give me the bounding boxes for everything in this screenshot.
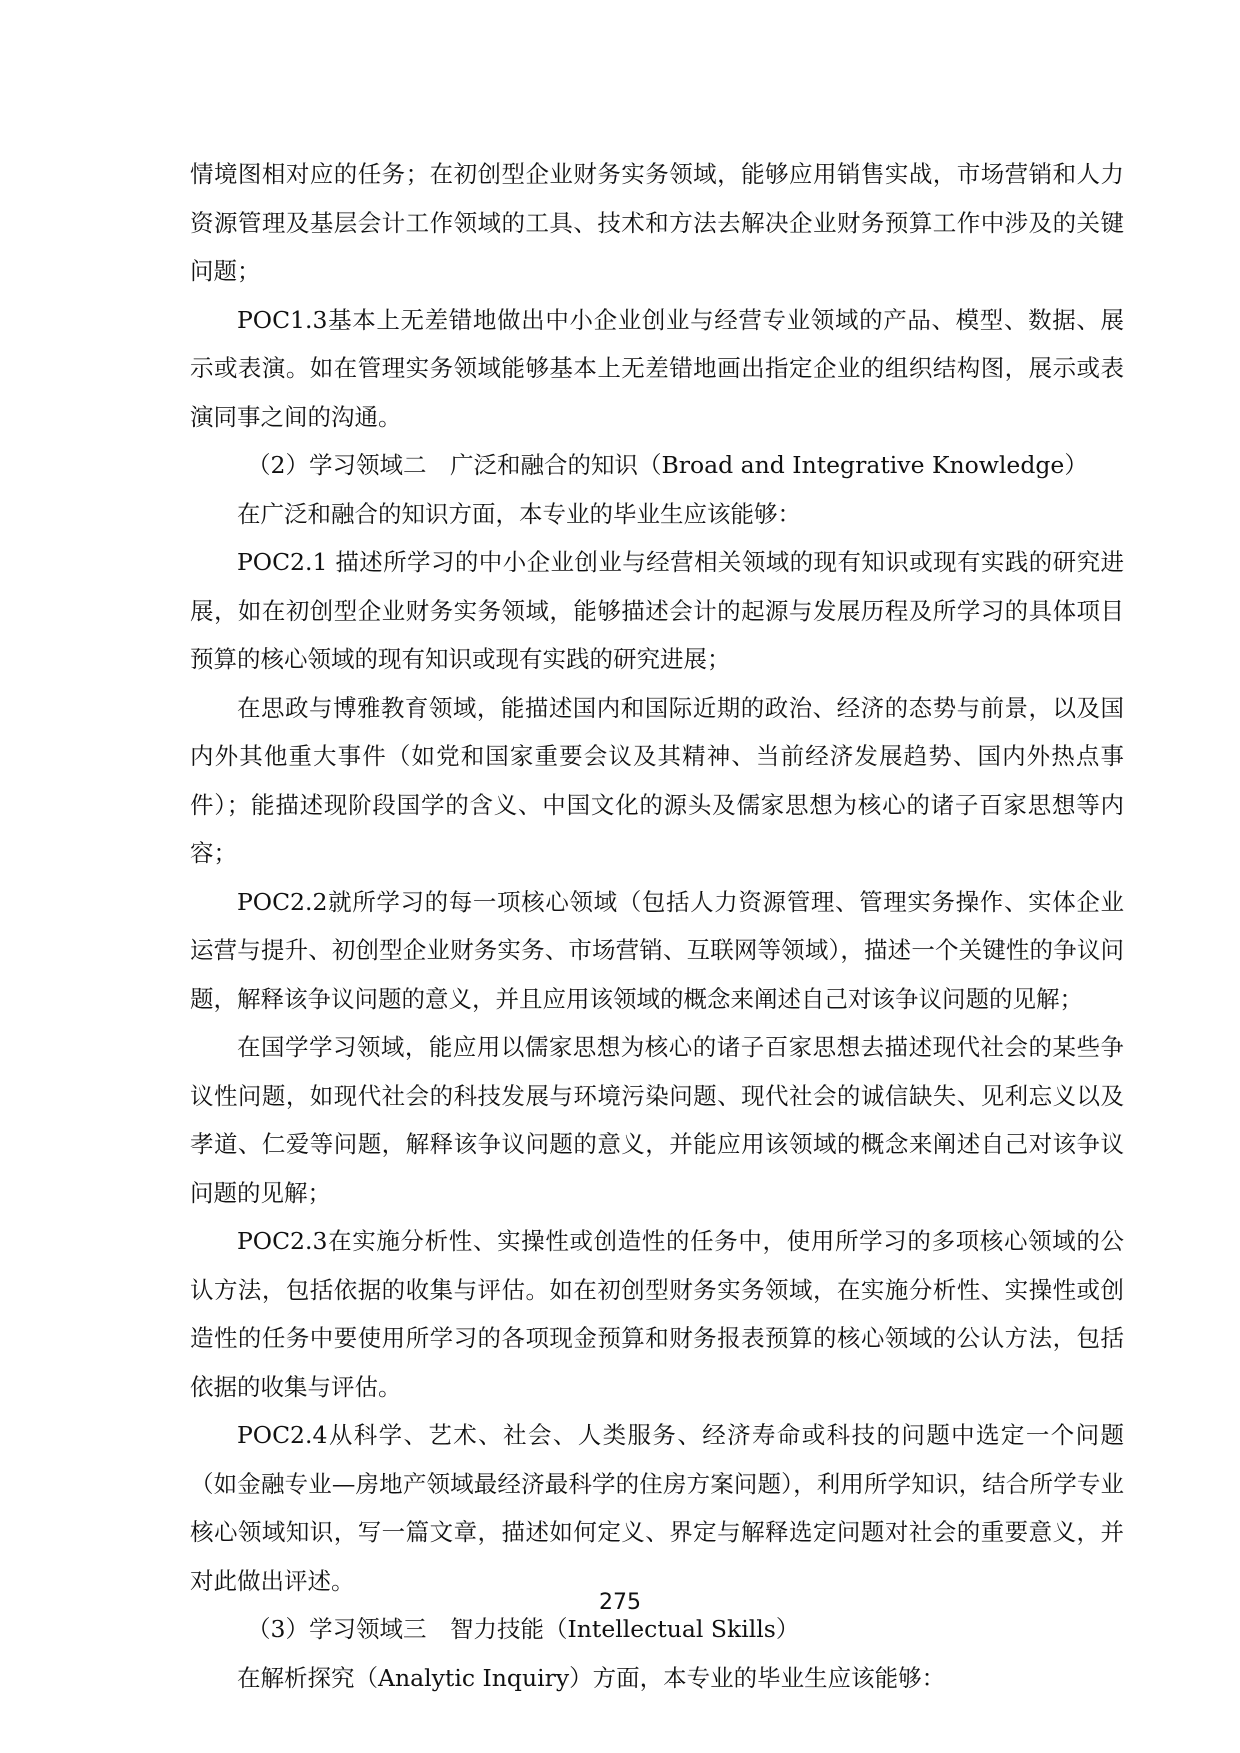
section-heading-learning-area-3: （3）学习领域三 智力技能（Intellectual Skills）: [247, 1615, 800, 1643]
page-body: [190, 150, 1124, 1702]
paragraph-sinology: 在国学学习领域，能应用以儒家思想为核心的诸子百家思想去描述现代社会的某些争议性问题，如现代社会的科技发展与环境污染问题、现代社会的诚信缺失、见利忘义以及孝道、仁爱等问题，解释该争议问题的意义，并能应用该领域的概念来阐述自己对该争议问题的见解；: [190, 1033, 1124, 1207]
paragraph-civics-education: 在思政与博雅教育领域，能描述国内和国际近期的政治、经济的态势与前景，以及国内外其他重大事件（如党和国家重要会议及其精神、当前经济发展趋势、国内外热点事件）；能描述现阶段国学的含义、中国文化的源头及儒家思想为核心的诸子百家思想等内容；: [190, 693, 1124, 867]
paragraph-poc1-3: POC1.3基本上无差错地做出中小企业创业与经营专业领域的产品、模型、数据、展示或表演。如在管理实务领域能够基本上无差错地画出指定企业的组织结构图，展示或表演同事之间的沟通。: [190, 305, 1124, 431]
paragraph-intro-knowledge: 在广泛和融合的知识方面，本专业的毕业生应该能够：: [237, 499, 801, 528]
paragraph-poc2-3: POC2.3在实施分析性、实操性或创造性的任务中，使用所学习的多项核心领域的公认方法，包括依据的收集与评估。如在初创型财务实务领域，在实施分析性、实操性或创造性的任务中要使用所学习的各项现金预算和财务报表预算的核心领域的公认方法，包括依据的收集与评估。: [190, 1227, 1124, 1401]
paragraph-poc2-4: POC2.4从科学、艺术、社会、人类服务、经济寿命或科技的问题中选定一个问题（如金融专业—房地产领域最经济最科学的住房方案问题），利用所学知识，结合所学专业核心领域知识，写一篇文章，描述如何定义、界定与解释选定问题对社会的重要意义，并对此做出评述。: [190, 1421, 1124, 1595]
paragraph-poc2-2: POC2.2就所学习的每一项核心领域（包括人力资源管理、管理实务操作、实体企业运营与提升、初创型企业财务实务、市场营销、互联网等领域），描述一个关键性的争议问题，解释该争议问题的意义，并且应用该领域的概念来阐述自己对该争议问题的见解；: [190, 887, 1124, 1013]
section-heading-learning-area-2: （2）学习领域二 广泛和融合的知识（Broad and Integrative Knowledge）: [247, 451, 1088, 479]
paragraph-continuation: 情境图相对应的任务；在初创型企业财务实务领域，能够应用销售实战，市场营销和人力资源管理及基层会计工作领域的工具、技术和方法去解决企业财务预算工作中涉及的关键问题；: [190, 160, 1124, 285]
page-number: 275: [599, 1590, 641, 1615]
paragraph-poc2-1: POC2.1 描述所学习的中小企业创业与经营相关领域的现有知识或现有实践的研究进展，如在初创型企业财务实务领域，能够描述会计的起源与发展历程及所学习的具体项目预算的核心领域的现有知识或现有实践的研究进展；: [190, 548, 1124, 673]
paragraph-analytic-inquiry: 在解析探究（Analytic Inquiry）方面，本专业的毕业生应该能够：: [237, 1663, 946, 1692]
